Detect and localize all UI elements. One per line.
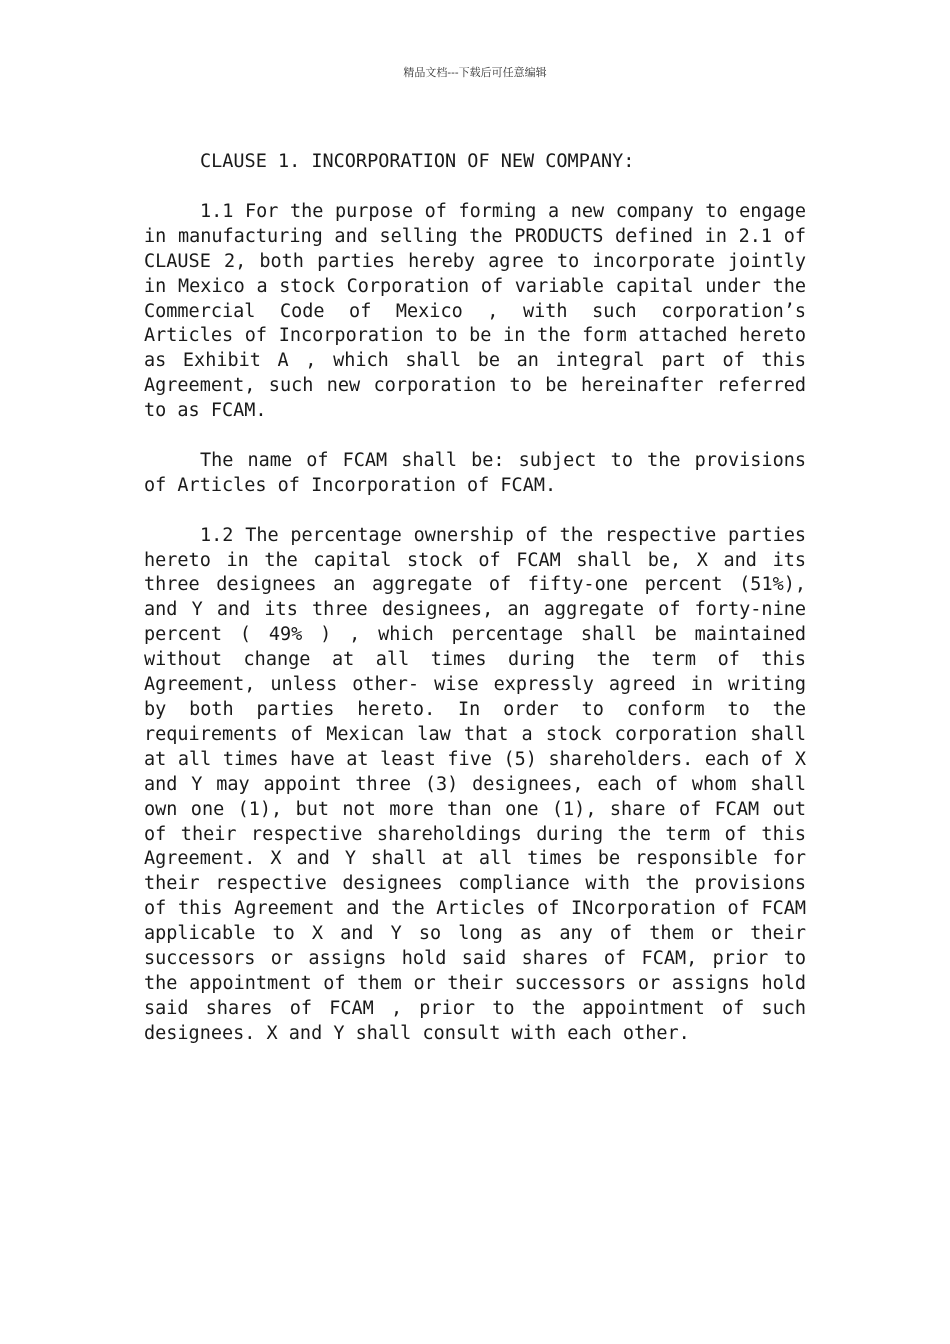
page-header: 精品文档---下载后可任意编辑 [403,66,547,79]
document-body [144,150,806,1072]
paragraph-1-1: 1.1 For the purpose of forming a new company to engage in manufacturing and selling the PRODUCTS defined in 2.1 of CLAUSE 2, both parties hereby agree to incorporate jointly in Mexico a stock Corporation of variable capital under the Commercial Code of Mexico , with such corporation’s Articles of Incorporation to be in the form attached hereto as Exhibit A , which shall be an integral part of this Agreement, such new corporation to be hereinafter referred to as FCAM. [144,200,806,422]
paragraph-1-2: 1.2 The percentage ownership of the respective parties hereto in the capital stock of FCAM shall be, X and its three designees an aggregate of fifty-one percent (51%), and Y and its three designees, an aggregate of forty-nine percent ( 49% ) , which percentage shall be maintained without change at all times during the term of this Agreement, unless other- wise expressly agreed in writing by both parties hereto. In order to conform to the requirements of Mexican law that a stock corporation shall at all times have at least five (5) shareholders. each of X and Y may appoint three (3) designees, each of whom shall own one (1), but not more than one (1), share of FCAM out of their respective shareholdings during the term of this Agreement. X and Y shall at all times be responsible for their respective designees compliance with the provisions of this Agreement and the Articles of INcorporation of FCAM applicable to X and Y so long as any of them or their successors or assigns hold said shares of FCAM, prior to the appointment of them or their successors or assigns hold said shares of FCAM , prior to the appointment of such designees. X and Y shall consult with each other. [144,524,806,1044]
clause-heading: CLAUSE 1. INCORPORATION OF NEW COMPANY: [200,151,635,172]
paragraph-fcam-name: The name of FCAM shall be: subject to the provisions of Articles of Incorporation of FCAM. [144,449,806,496]
